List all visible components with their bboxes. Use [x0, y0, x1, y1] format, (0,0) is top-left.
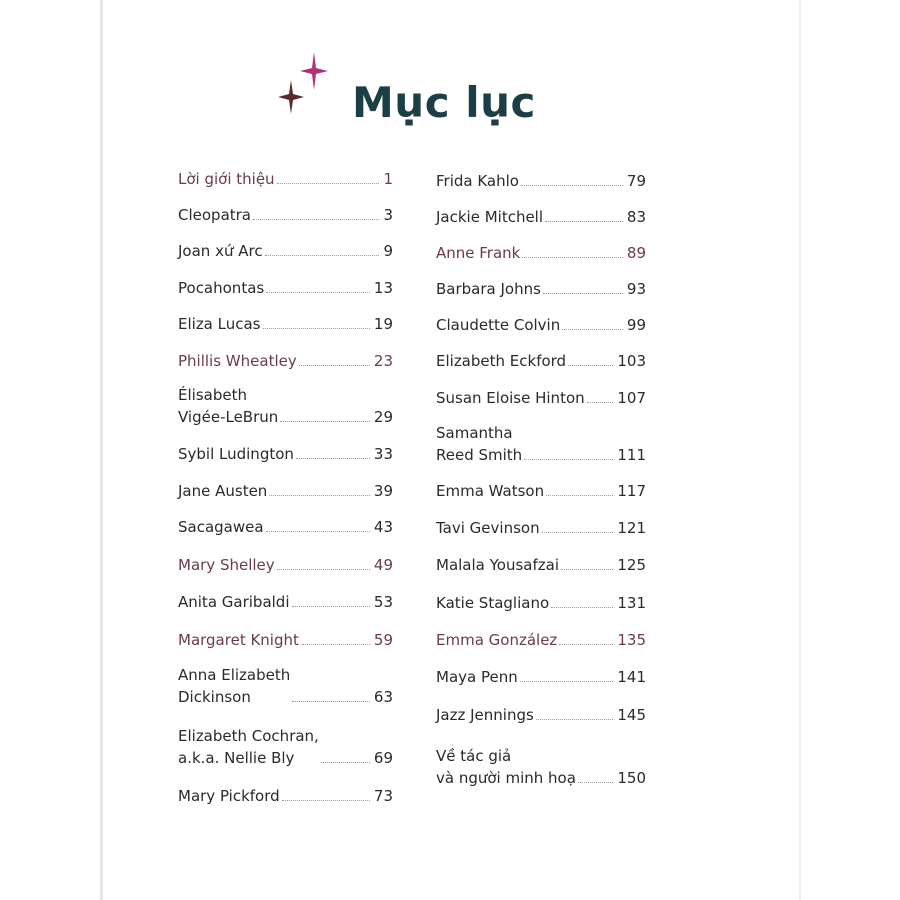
toc-entry: [436, 592, 646, 614]
toc-entry: [178, 725, 393, 769]
toc-entry: [178, 350, 393, 372]
toc-entry-page: 145: [617, 706, 646, 724]
dot-leader: [536, 719, 614, 720]
toc-entry-title: Emma Watson: [436, 482, 545, 500]
toc-entry: [178, 516, 393, 538]
toc-entry: [436, 629, 646, 651]
toc-entry-page: 59: [373, 631, 393, 649]
page-edge-right: [799, 0, 801, 900]
dot-leader: [277, 569, 370, 570]
toc-entry-page: 107: [617, 389, 646, 407]
toc-entry: [436, 242, 646, 264]
dot-leader: [282, 800, 370, 801]
dot-leader: [543, 293, 623, 294]
toc-entry-title: Anna Elizabeth Dickinson: [178, 666, 291, 706]
toc-entry-page: 111: [617, 446, 646, 464]
toc-entry-title: Maya Penn: [436, 668, 518, 686]
toc-entry-page: 23: [373, 352, 393, 370]
dot-leader: [578, 782, 613, 783]
toc-entry-page: 9: [383, 242, 393, 260]
toc-entry-page: 3: [383, 206, 393, 224]
dot-leader: [551, 607, 613, 608]
toc-entry-title: Tavi Gevinson: [436, 519, 540, 537]
toc-entry-page: 103: [617, 352, 646, 370]
toc-entry: [178, 591, 393, 613]
toc-entry-title: Về tác giả và người minh hoạ: [436, 747, 576, 787]
toc-entry-page: 19: [373, 315, 393, 333]
dot-leader: [263, 328, 370, 329]
toc-entry-page: 39: [373, 482, 393, 500]
toc-entry-title: Anita Garibaldi: [178, 593, 290, 611]
toc-entry: [436, 704, 646, 726]
dot-leader: [277, 183, 380, 184]
toc-entry-page: 13: [373, 279, 393, 297]
toc-entry-title: Mary Shelley: [178, 556, 275, 574]
dot-leader: [587, 402, 614, 403]
toc-entry-page: 117: [617, 482, 646, 500]
toc-entry-title: Katie Stagliano: [436, 594, 550, 612]
dot-leader: [280, 421, 370, 422]
toc-entry: [436, 350, 646, 372]
toc-entry-title: Malala Yousafzai: [436, 556, 559, 574]
toc-entry-title: Anne Frank: [436, 244, 521, 262]
toc-entry-title: Lời giới thiệu: [178, 170, 275, 188]
toc-entry: [178, 664, 393, 708]
dot-leader: [524, 459, 613, 460]
toc-entry: [436, 314, 646, 336]
toc-entry-page: 83: [626, 208, 646, 226]
toc-entry-page: 63: [373, 688, 393, 706]
sparkle-icon: [278, 80, 304, 114]
dot-leader: [546, 495, 613, 496]
toc-entry: [436, 517, 646, 539]
page-title: Mục lục: [352, 78, 536, 127]
toc-entry-page: 43: [373, 518, 393, 536]
dot-leader: [265, 255, 380, 256]
dot-leader: [266, 292, 370, 293]
toc-entry-page: 53: [373, 593, 393, 611]
toc-entry-title: Mary Pickford: [178, 787, 280, 805]
toc-entry: [178, 554, 393, 576]
toc-entry-title: Cleopatra: [178, 206, 252, 224]
toc-entry: [178, 204, 393, 226]
toc-entry-title: Margaret Knight: [178, 631, 299, 649]
toc-entry-page: 150: [617, 769, 646, 787]
toc-entry-page: 69: [373, 749, 393, 767]
toc-entry-page: 93: [626, 280, 646, 298]
dot-leader: [301, 644, 370, 645]
dot-leader: [522, 257, 623, 258]
toc-entry: [178, 277, 393, 299]
toc-entry: [178, 480, 393, 502]
toc-entry: [436, 554, 646, 576]
dot-leader: [568, 365, 613, 366]
toc-entry-title: Jackie Mitchell: [436, 208, 544, 226]
toc-entry: [178, 168, 393, 190]
toc-entry: [436, 206, 646, 228]
toc-entry-page: 131: [617, 594, 646, 612]
toc-entry-page: 135: [617, 631, 646, 649]
toc-entry-title: Claudette Colvin: [436, 316, 561, 334]
toc-entry-title: Sybil Ludington: [178, 445, 294, 463]
toc-entry-page: 89: [626, 244, 646, 262]
dot-leader: [321, 762, 370, 763]
dot-leader: [292, 606, 370, 607]
toc-entry-page: 125: [617, 556, 646, 574]
toc-entry-page: 1: [383, 170, 393, 188]
toc-entry: [436, 278, 646, 300]
sparkle-icon: [300, 52, 328, 90]
dot-leader: [561, 569, 613, 570]
page-edge: [100, 0, 103, 900]
toc-entry-title: Pocahontas: [178, 279, 265, 297]
toc-entry: [436, 480, 646, 502]
toc-entry-title: Sacagawea: [178, 518, 264, 536]
toc-entry-title: Susan Eloise Hinton: [436, 389, 585, 407]
toc-entry: [436, 422, 646, 466]
toc-entry-page: 79: [626, 172, 646, 190]
toc-entry-title: Jane Austen: [178, 482, 268, 500]
toc-entry-title: Samantha Reed Smith: [436, 424, 523, 464]
toc-entry-title: Phillis Wheatley: [178, 352, 297, 370]
dot-leader: [520, 681, 614, 682]
dot-leader: [559, 644, 613, 645]
dot-leader: [545, 221, 623, 222]
dot-leader: [292, 701, 370, 702]
toc-entry-title: Elizabeth Eckford: [436, 352, 567, 370]
toc-entry-page: 121: [617, 519, 646, 537]
toc-entry-page: 99: [626, 316, 646, 334]
toc-entry-title: Eliza Lucas: [178, 315, 261, 333]
dot-leader: [542, 532, 614, 533]
toc-entry-title: Emma González: [436, 631, 558, 649]
dot-leader: [299, 365, 370, 366]
dot-leader: [266, 531, 370, 532]
toc-entry-title: Joan xứ Arc: [178, 242, 263, 260]
dot-leader: [269, 495, 370, 496]
dot-leader: [253, 219, 379, 220]
toc-entry-page: 141: [617, 668, 646, 686]
toc-entry: [178, 384, 393, 428]
toc-entry-page: 49: [373, 556, 393, 574]
toc-entry-page: 33: [373, 445, 393, 463]
toc-entry-title: Elizabeth Cochran, a.k.a. Nellie Bly: [178, 727, 319, 767]
dot-leader: [521, 185, 623, 186]
toc-entry: [178, 785, 393, 807]
toc-entry-title: Frida Kahlo: [436, 172, 519, 190]
dot-leader: [562, 329, 623, 330]
toc-entry: [178, 443, 393, 465]
toc-entry-title: Barbara Johns: [436, 280, 541, 298]
toc-entry-page: 73: [373, 787, 393, 805]
dot-leader: [296, 458, 370, 459]
toc-entry: [178, 313, 393, 335]
toc-entry: [436, 387, 646, 409]
toc-entry-title: Élisabeth Vigée-LeBrun: [178, 386, 279, 426]
toc-entry-title: Jazz Jennings: [436, 706, 534, 724]
toc-entry: [436, 666, 646, 688]
toc-entry: [436, 170, 646, 192]
toc-entry: [436, 745, 646, 789]
toc-entry: [178, 240, 393, 262]
toc-entry-page: 29: [373, 408, 393, 426]
toc-entry: [178, 629, 393, 651]
